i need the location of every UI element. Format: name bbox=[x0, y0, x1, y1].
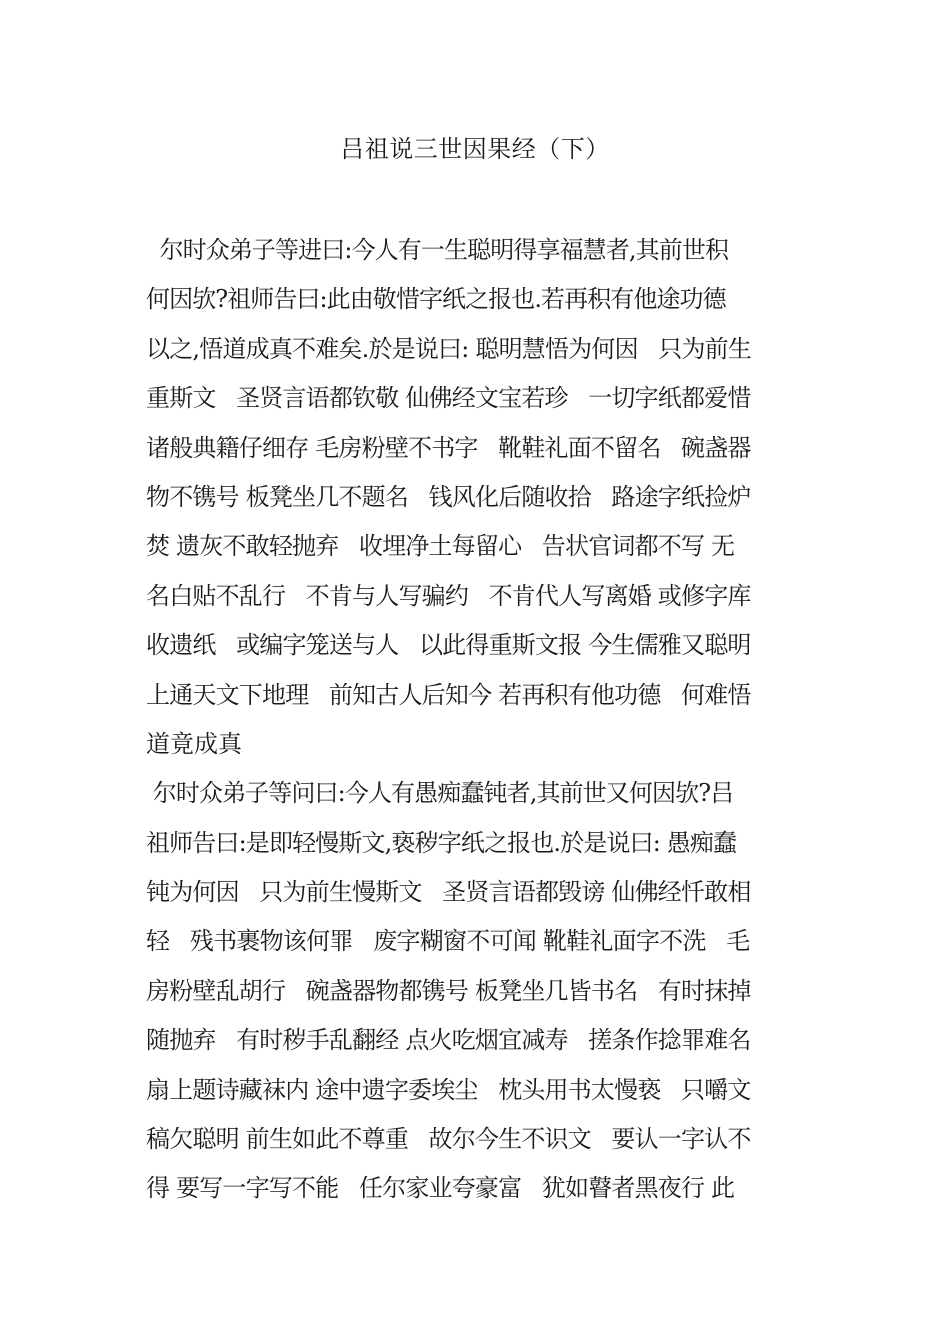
text-line: 祖师告曰:是即轻慢斯文,亵秽字纸之报也.於是说曰: 愚痴蠢 bbox=[146, 828, 737, 857]
text-line: 尔时众弟子等进曰:今人有一生聪明得享福慧者,其前世积 bbox=[146, 236, 729, 264]
text-line: 诸般典籍仔细存 毛房粉壁不书字 靴鞋礼面不留名 碗盏器 bbox=[146, 433, 751, 462]
text-line: 以之,悟道成真不难矣.於是说曰: 聪明慧悟为何因 只为前生 bbox=[146, 334, 752, 363]
text-line: 随抛弃 有时秽手乱翻经 点火吃烟宜减寿 搓条作捻罪难名 bbox=[146, 1026, 751, 1055]
text-line: 钝为何因 只为前生慢斯文 圣贤言语都毁谤 仙佛经忏敢相 bbox=[146, 878, 751, 907]
text-line: 收遗纸 或编字笼送与人 以此得重斯文报 今生儒雅又聪明 bbox=[146, 631, 751, 660]
text-line: 轻 残书裹物该何罪 废字糊窗不可闻 靴鞋礼面字不洗 毛 bbox=[146, 927, 750, 956]
text-line: 上通天文下地理 前知古人后知今 若再积有他功德 何难悟 bbox=[146, 680, 751, 709]
text-line: 尔时众弟子等问曰:今人有愚痴蠢钝者,其前世又何因欤?吕 bbox=[146, 779, 734, 808]
text-line: 焚 遗灰不敢轻抛弃 收埋净土每留心 告状官词都不写 无 bbox=[146, 532, 735, 561]
text-line: 物不镌号 板凳坐几不题名 钱风化后随收拾 路途字纸捡炉 bbox=[146, 482, 751, 511]
text-line: 稿欠聪明 前生如此不尊重 故尔今生不识文 要认一字认不 bbox=[146, 1125, 751, 1154]
text-line: 何因欤?祖师告曰:此由敬惜字纸之报也.若再积有他途功德 bbox=[146, 285, 726, 314]
text-line: 扇上题诗藏袜内 途中遗字委埃尘 枕头用书太慢亵 只嚼文 bbox=[146, 1075, 751, 1104]
text-line: 重斯文 圣贤言语都钦敬 仙佛经文宝若珍 一切字纸都爱惜 bbox=[146, 384, 751, 413]
text-line: 得 要写一字写不能 任尔家业夸豪富 犹如瞽者黑夜行 此 bbox=[146, 1174, 735, 1203]
text-line: 名白贴不乱行 不肯与人写骗约 不肯代人写离婚 或修字库 bbox=[146, 581, 751, 610]
document-body bbox=[146, 226, 826, 1214]
document-title: 吕祖说三世因果经（下） bbox=[340, 135, 610, 163]
text-line: 房粉壁乱胡行 碗盏器物都镌号 板凳坐几皆书名 有时抹掉 bbox=[146, 976, 751, 1005]
text-line: 道竟成真 bbox=[146, 729, 242, 758]
